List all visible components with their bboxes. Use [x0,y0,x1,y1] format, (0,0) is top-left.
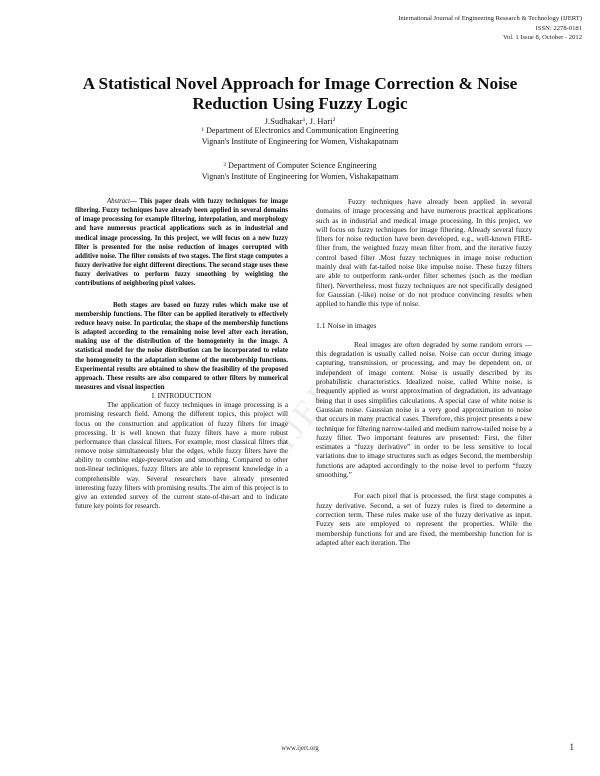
title-line-1: A Statistical Novel Approach for Image Correction & Noise [82,74,518,93]
watermark: IJERT [266,353,359,457]
section-heading-introduction: I. INTRODUCTION [151,392,212,401]
abstract-label: Abstract [107,198,131,205]
page-number: 1 [569,742,574,752]
subsection-heading-noise: 1.1 Noise in images [316,320,377,330]
abstract-text-1: — This paper deals with fuzzy techniques for image filtering. Fuzzy techniques have already been applied in several domains of image processing for example filtering, interpolation, and morphology and have numerous practical applications such as in industrial and medical image processing. In this project, we will focus on a new fuzzy filter is presented for the noise reduction of images corrupted with additive noise. The filter consists of two stages. The first stage computes a fuzzy derivative for eight different directions. The second stage uses these fuzzy derivatives to perform fuzzy smoothing by weighting the contributions of neighboring pixel values. [75,198,288,288]
right-paragraph-2: Real images are often degraded by some random errors —this degradation is usually called noise. Noise can occur during image capturing, transmission, or processing, and may be dependent on, or independent of image content. Noise is usually described by its probabilistic characteristics. Idealized noise, called White noise, is frequently applied as worst approximation of degradation, its advantage being that it uses simplifies calculations. A special case of white noise is Gaussian noise. Gaussian noise is a very good approximation to noise that occurs in many practical cases. Therefore, this project presents a new technique for filtering narrow-tailed and medium narrow-tailed noise by a fuzzy filter. Two important features are presented: First, the filter estimates a “fuzzy derivative” in order to be less sensitive to local variations due to image structures such as edges Second, the membership functions are adapted accordingly to the noise level to perform “fuzzy smoothing.” [316,339,532,480]
right-paragraph-3: For each pixel that is processed, the first stage computes a fuzzy derivative. Second, a set of fuzzy rules is fired to determine a correction term. These rules make use of the fuzzy derivative as input. Fuzzy sets are employed to represent the properties. While the membership functions for and are fixed, the membership function for is adapted after each iteration. The [316,491,532,547]
journal-header [398,14,582,43]
intro-paragraph: The application of fuzzy techniques in image processing is a promising research field. Among the different topics, this project will focus on the construction and application of fuzzy filters for image processing. It is well known that fuzzy filters have a more robust performance than classical filters. For example, most classical filters that remove noise simultaneously blur the edges, while fuzzy filters have the ability to combine edge-preservation and smoothing. Compared to other non-linear techniques, fuzzy filters are able to represent knowledge in a comprehensible way. Several researchers have already presented interesting fuzzy filters with promising results. The aim of this project is to give an extended survey of the current state-of-the-art and to indicate future key points for research. [75,401,288,510]
abstract-paragraph-1 [75,197,288,289]
journal-volume: Vol. 1 Issue 8, October - 2012 [503,34,582,41]
author-1-mark: 1 [302,117,306,123]
left-column [75,197,288,511]
affiliation-2-inst: Vignan's Institute of Engineering for Women, Vishakapatnam [201,171,399,181]
affiliation-2-dept: Department of Computer Science Engineering [226,161,377,170]
affiliation-1 [0,126,600,147]
affiliation-2 [0,161,600,182]
affiliation-2-mark: 2 [223,162,227,168]
author-1: J.Sudhakar [264,116,303,126]
abstract-paragraph-2: Both stages are based on fuzzy rules which make use of membership functions. The filter can be applied iteratively to effectively reduce heavy noise. In particular, the shape of the membership functions is adapted according to the remaining noise level after each iteration, making use of the distribution of the homogeneity in the image. A statistical model for the noise distribution can be incorporated to relate the homogeneity to the adaptation scheme of the membership functions. Experimental results are obtained to show the feasibility of the proposed approach. These results are also compared to other filters by numerical measures and visual inspection [75,301,288,391]
paper-title [30,74,570,114]
title-line-2: Reduction Using Fuzzy Logic [192,94,408,113]
author-list [0,116,600,127]
author-2-mark: 2 [332,117,336,123]
journal-name: International Journal of Engineering Research & Technology (IJERT) [398,15,582,22]
footer-url[interactable]: www.ijert.org [281,745,319,752]
affiliation-1-dept: Department of Electronics and Communication Engineering [204,126,399,135]
affiliation-1-mark: 1 [201,127,205,133]
affiliation-1-inst: Vignan's Institute of Engineering for Women, Vishakapatnam [201,136,399,146]
author-2: , J. Hari [305,116,333,126]
journal-issn: ISSN: 2278-0181 [535,24,582,32]
right-paragraph-1: Fuzzy techniques have already been applied in several domains of image processing and have numerous practical applications such as in industrial and medical image processing. In this project, we will focus on fuzzy techniques for image filtering. Already several fuzzy filters for noise reduction have been developed, e.g., well-known FIRE-filter from, the weighted fuzzy mean filter from, and the iterative fuzzy control based filter .Most fuzzy techniques in image noise reduction mainly deal with fat-tailed noise like impulse noise. These fuzzy filters are able to outperform rank-order filter schemes (such as the median filter). Nevertheless, most fuzzy techniques are not specifically designed for Gaussian (-like) noise or do not produce convincing results when applied to handle this type of noise. [316,197,532,309]
